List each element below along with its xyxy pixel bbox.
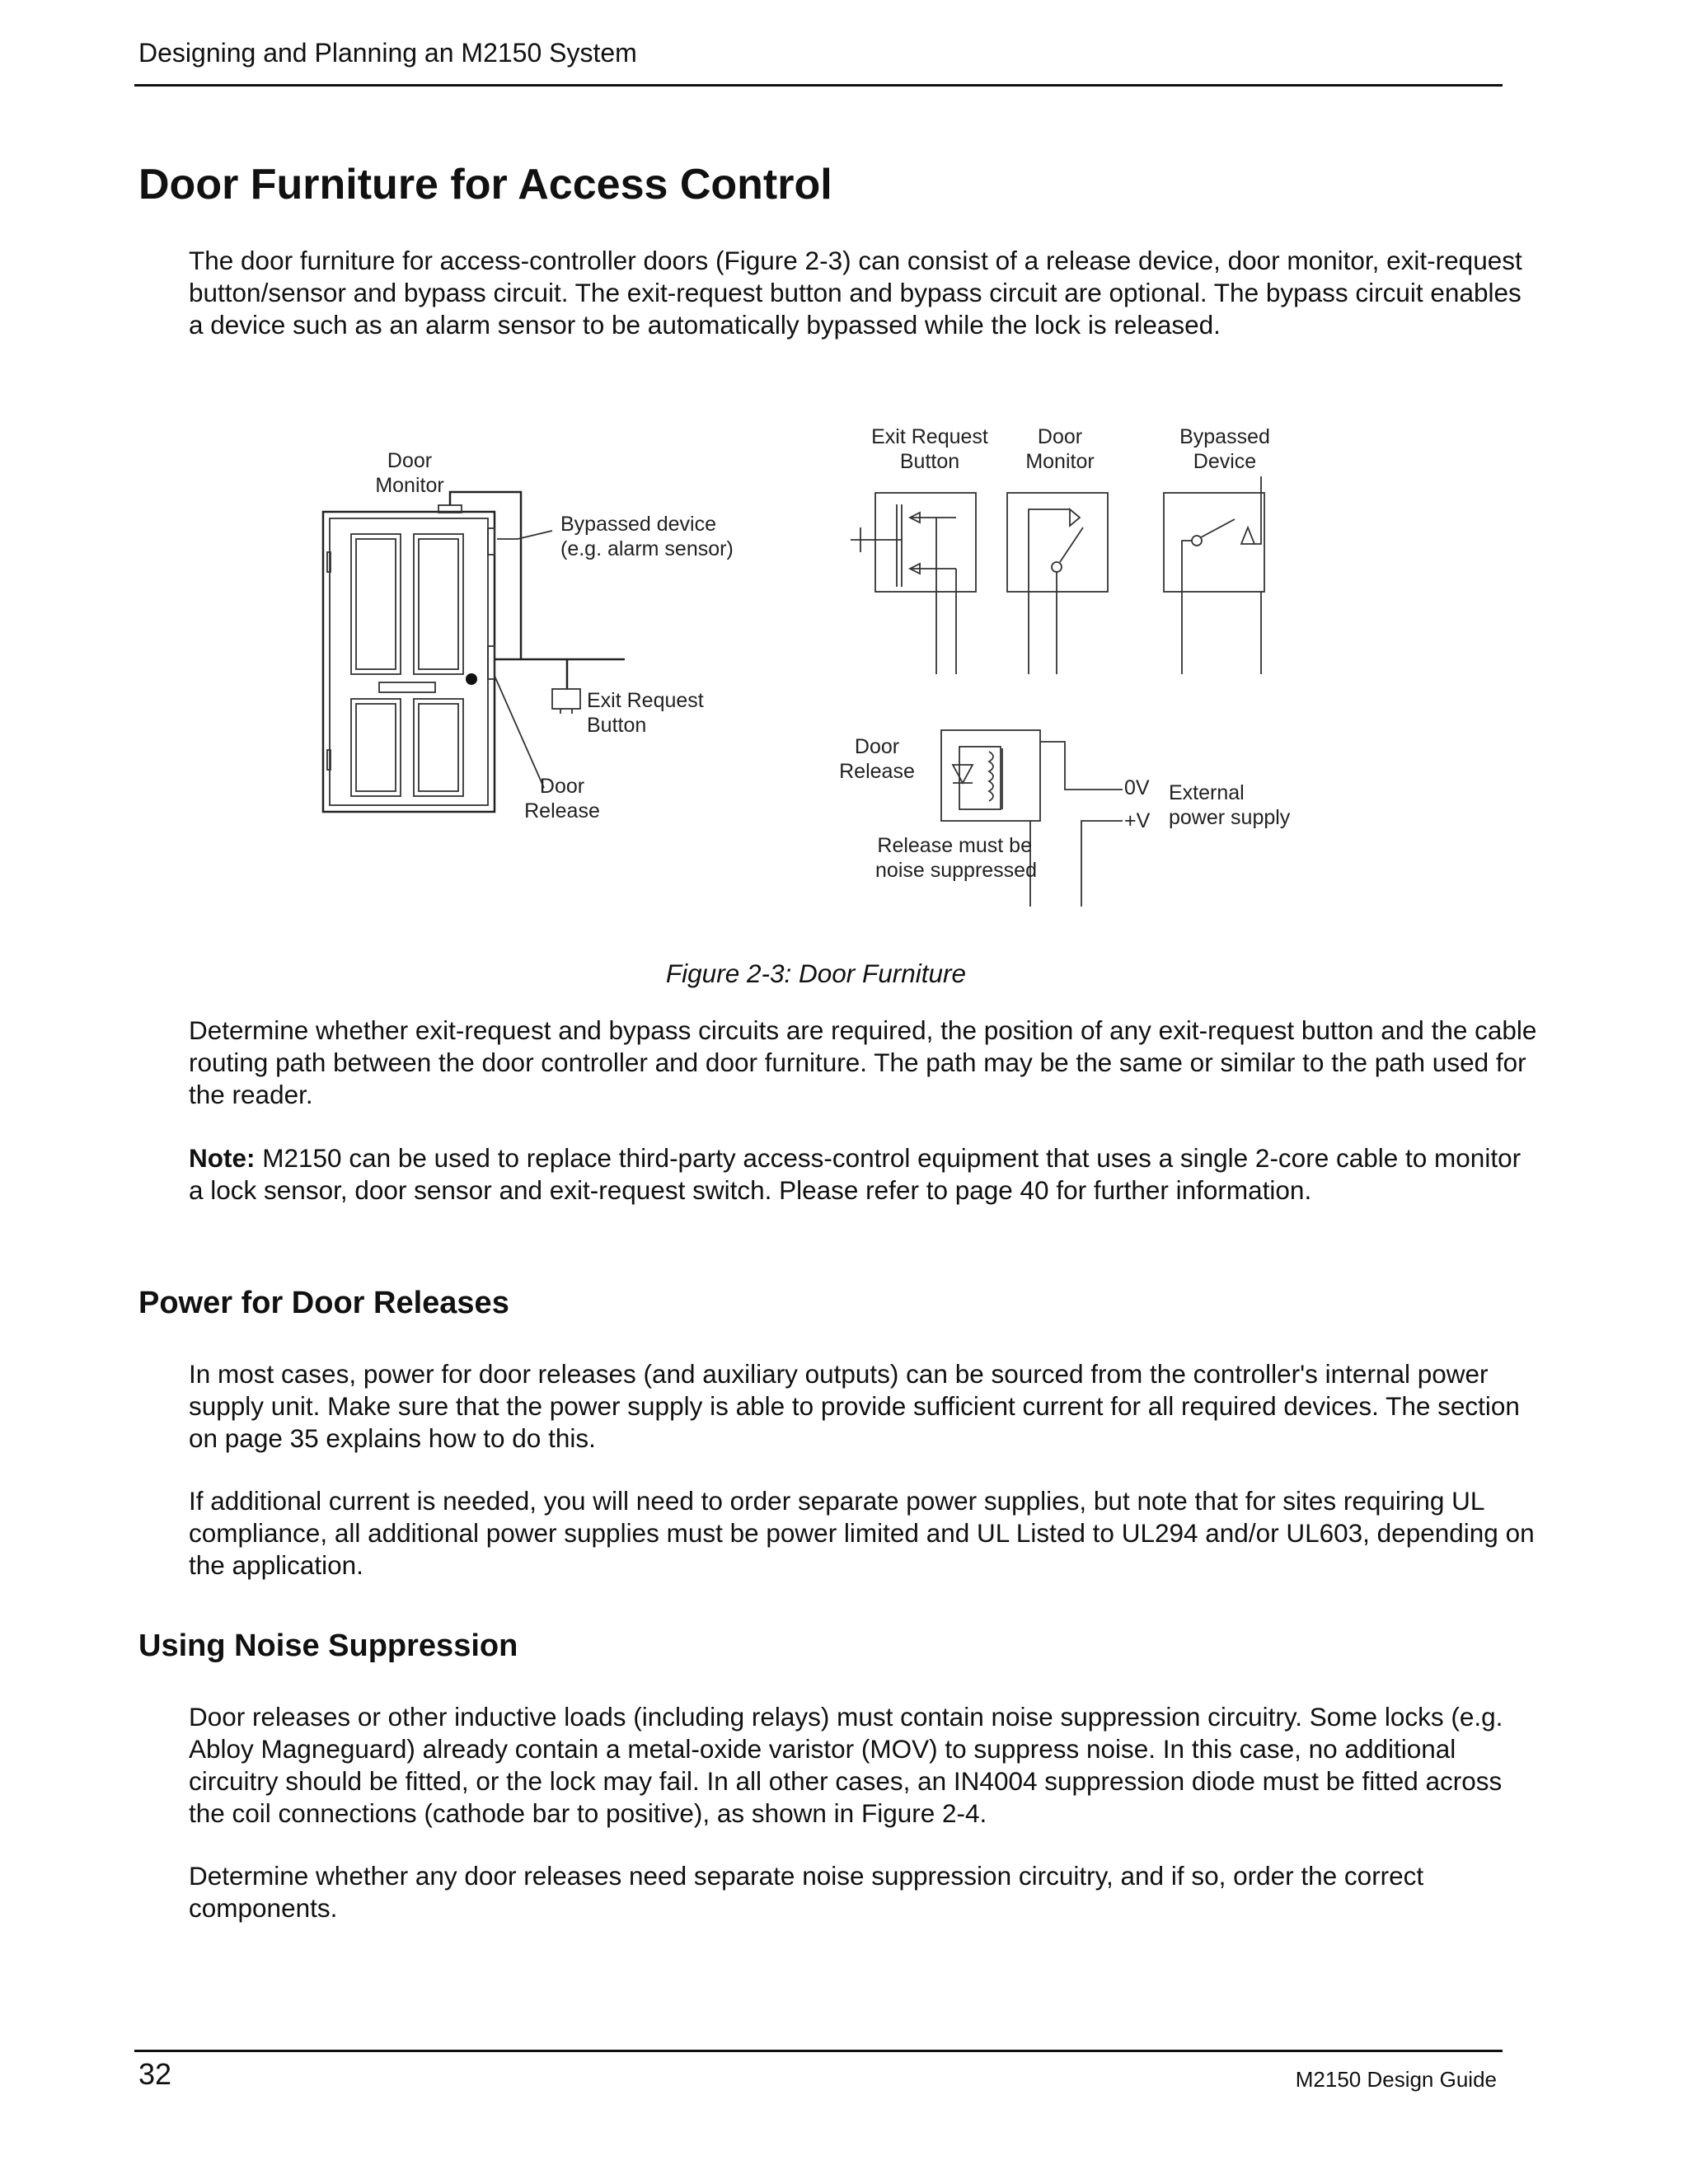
svg-text:Monitor: Monitor	[1025, 450, 1095, 473]
svg-text:Monitor: Monitor	[375, 474, 444, 497]
bypassed-device-label: Bypassed device	[560, 513, 717, 536]
svg-text:Device: Device	[1193, 450, 1257, 473]
power-paragraph-2: If additional current is needed, you will need to order separate power supplies, but note that for sites requiring UL compliance, all additional power supplies must be power limited and UL Listed to UL294 and/or UL603, depending on the application.	[189, 1486, 1535, 1580]
figure-caption: Figure 2-3: Door Furniture	[665, 958, 967, 988]
footer-rule	[134, 2050, 1503, 2052]
power-paragraph-1: In most cases, power for door releases (and auxiliary outputs) can be sourced from the controller's internal power supply unit. Make sure that the power supply is able to provide sufficient current for all required devices. The section on page 35 explains how to do this.	[189, 1359, 1520, 1453]
power-heading: Power for Door Releases	[138, 1286, 509, 1320]
svg-text:noise suppressed: noise suppressed	[875, 859, 1037, 882]
section-title: Door Furniture for Access Control	[138, 161, 832, 209]
svg-text:power supply: power supply	[1169, 806, 1291, 829]
door-furniture-figure	[0, 0, 1688, 931]
svg-text:Bypassed: Bypassed	[1179, 425, 1270, 448]
svg-text:Exit Request: Exit Request	[871, 425, 988, 448]
exit-request-schematic	[851, 425, 988, 674]
bypassed-device-schematic	[1164, 425, 1270, 674]
svg-text:0V: 0V	[1124, 776, 1150, 799]
svg-text:Button: Button	[899, 450, 960, 473]
door-illustration	[323, 449, 734, 823]
svg-text:(e.g. alarm sensor): (e.g. alarm sensor)	[560, 537, 734, 560]
intro-paragraph: The door furniture for access-controller doors (Figure 2-3) can consist of a release device, door monitor, exit-request button/sensor and bypass circuit. The exit-request button and bypass circuit are optional. The bypass circuit enables a device such as an alarm sensor to be automatically bypassed while the lock is released.	[189, 246, 1522, 340]
svg-text:Door: Door	[854, 735, 900, 758]
footer-doc-title: M2150 Design Guide	[1295, 2067, 1497, 2092]
note-label: Note:	[189, 1143, 256, 1173]
external-power-label: External	[1169, 781, 1245, 804]
running-header: Designing and Planning an M2150 System	[138, 38, 637, 68]
determine-paragraph: Determine whether exit-request and bypass circuits are required, the position of any exit-request button and the cable routing path between the door controller and door furniture. The path may be the same or similar to the path used for the reader.	[189, 1015, 1537, 1109]
door-monitor-label: Door	[387, 449, 433, 472]
svg-text:Release: Release	[524, 799, 600, 823]
door-monitor-schematic	[1007, 425, 1108, 674]
door-release-label: Door	[539, 775, 585, 798]
note-paragraph	[189, 1142, 1540, 1207]
door-release-schematic	[839, 730, 1291, 907]
noise-paragraph-2: Determine whether any door releases need separate noise suppression circuitry, and if so, order the correct components.	[189, 1861, 1424, 1923]
svg-text:Button: Button	[587, 714, 647, 737]
noise-heading: Using Noise Suppression	[138, 1629, 518, 1663]
svg-text:Door: Door	[1037, 425, 1083, 448]
noise-paragraph-1: Door releases or other inductive loads (including relays) must contain noise suppression circuitry. Some locks (e.g. Abloy Magneguard) already contain a metal-oxide varistor (MOV) to suppress noise. In this case, no additional circuitry should be fitted, or the lock may fail. In all other cases, an IN4004 suppression diode must be fitted across the coil connections (cathode bar to positive), as shown in Figure 2-4.	[189, 1702, 1503, 1828]
page-number: 32	[138, 2057, 172, 2091]
svg-text:Release: Release	[839, 760, 915, 783]
exit-request-label: Exit Request	[587, 689, 704, 712]
svg-text:+V: +V	[1124, 809, 1151, 832]
noise-suppressed-label: Release must be	[877, 834, 1032, 857]
note-text: M2150 can be used to replace third-party access-control equipment that uses a single 2-core cable to monitor a lock sensor, door sensor and exit-request switch. Please refer to page 40 for further information.	[189, 1143, 1522, 1205]
